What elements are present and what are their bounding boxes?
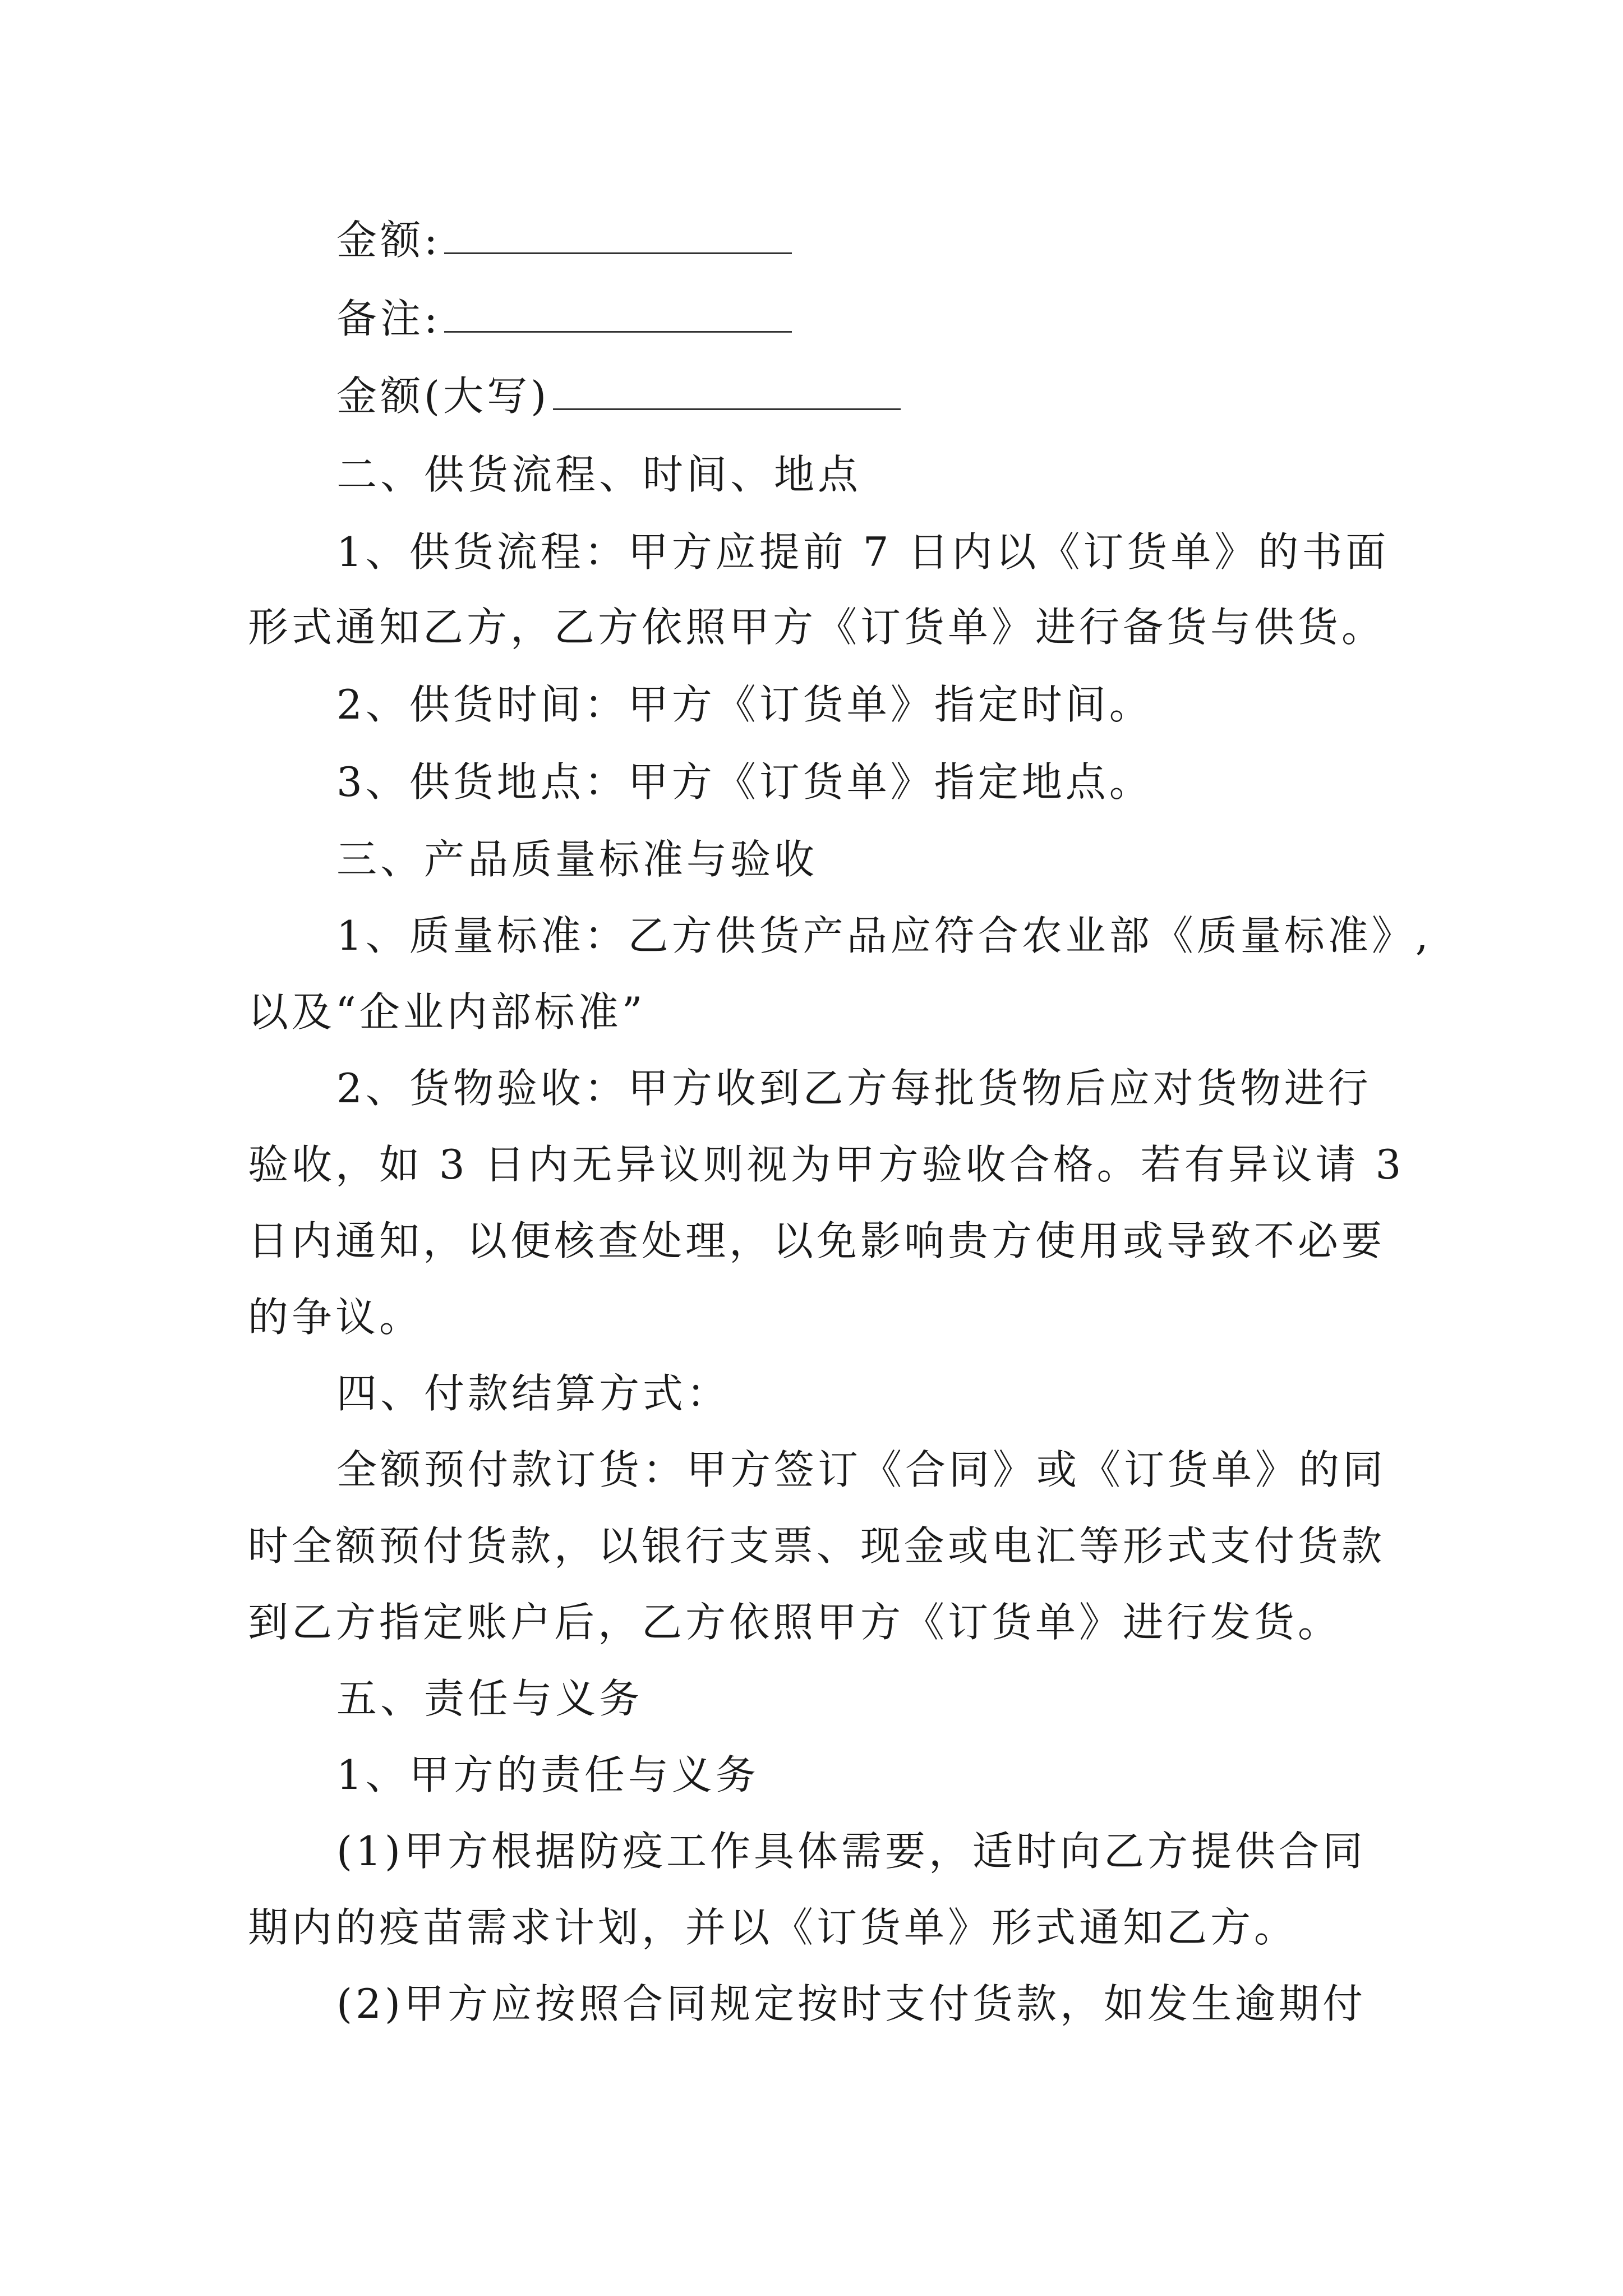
paragraph-line: 日内通知，以便核查处理，以免影响贵方使用或导致不必要 xyxy=(248,1217,1386,1264)
paragraph-line: 2、供货时间：甲方《订货单》指定时间。 xyxy=(336,681,1153,728)
paragraph-line: 3、供货地点：甲方《订货单》指定地点。 xyxy=(336,758,1153,806)
amount-blank-line[interactable] xyxy=(444,219,792,254)
paragraph-line: 的争议。 xyxy=(248,1294,423,1341)
remark-blank-line[interactable] xyxy=(444,297,792,333)
remark-label: 备注: xyxy=(336,295,441,342)
paragraph-line: 形式通知乙方，乙方依照甲方《订货单》进行备货与供货。 xyxy=(248,604,1386,651)
paragraph-line: 全额预付款订货：甲方签订《合同》或《订货单》的同 xyxy=(336,1446,1387,1493)
paragraph-line: 1、质量标准：乙方供货产品应符合农业部《质量标准》, xyxy=(336,912,1432,959)
section-heading-5: 五、责任与义务 xyxy=(336,1675,643,1722)
paragraph-line: 期内的疫苗需求计划，并以《订货单》形式通知乙方。 xyxy=(248,1904,1298,1951)
subsection-heading: 1、甲方的责任与义务 xyxy=(336,1751,759,1798)
paragraph-line: (1)甲方根据防疫工作具体需要，适时向乙方提供合同 xyxy=(336,1828,1366,1875)
paragraph-line: 1、供货流程：甲方应提前 7 日内以《订货单》的书面 xyxy=(336,528,1390,576)
section-heading-4: 四、付款结算方式： xyxy=(336,1370,731,1417)
amount-label: 金额: xyxy=(336,217,441,264)
paragraph-line: (2)甲方应按照合同规定按时支付货款，如发生逾期付 xyxy=(336,1980,1366,2027)
section-heading-2: 二、供货流程、时间、地点 xyxy=(336,451,862,498)
amount-uppercase-field xyxy=(336,369,901,423)
paragraph-line: 以及“企业内部标准” xyxy=(248,988,646,1036)
remark-field xyxy=(336,292,792,346)
paragraph-line: 验收，如 3 日内无异议则视为甲方验收合格。若有异议请 3 xyxy=(248,1141,1405,1188)
paragraph-line: 到乙方指定账户后，乙方依照甲方《订货单》进行发货。 xyxy=(248,1599,1342,1646)
section-heading-3: 三、产品质量标准与验收 xyxy=(336,836,818,883)
paragraph-line: 时全额预付货款，以银行支票、现金或电汇等形式支付货款 xyxy=(248,1522,1386,1570)
amount-field xyxy=(336,213,792,267)
amount-uppercase-blank-line[interactable] xyxy=(553,375,901,410)
amount-uppercase-label: 金额(大写) xyxy=(336,372,550,420)
paragraph-line: 2、货物验收：甲方收到乙方每批货物后应对货物进行 xyxy=(336,1065,1372,1112)
